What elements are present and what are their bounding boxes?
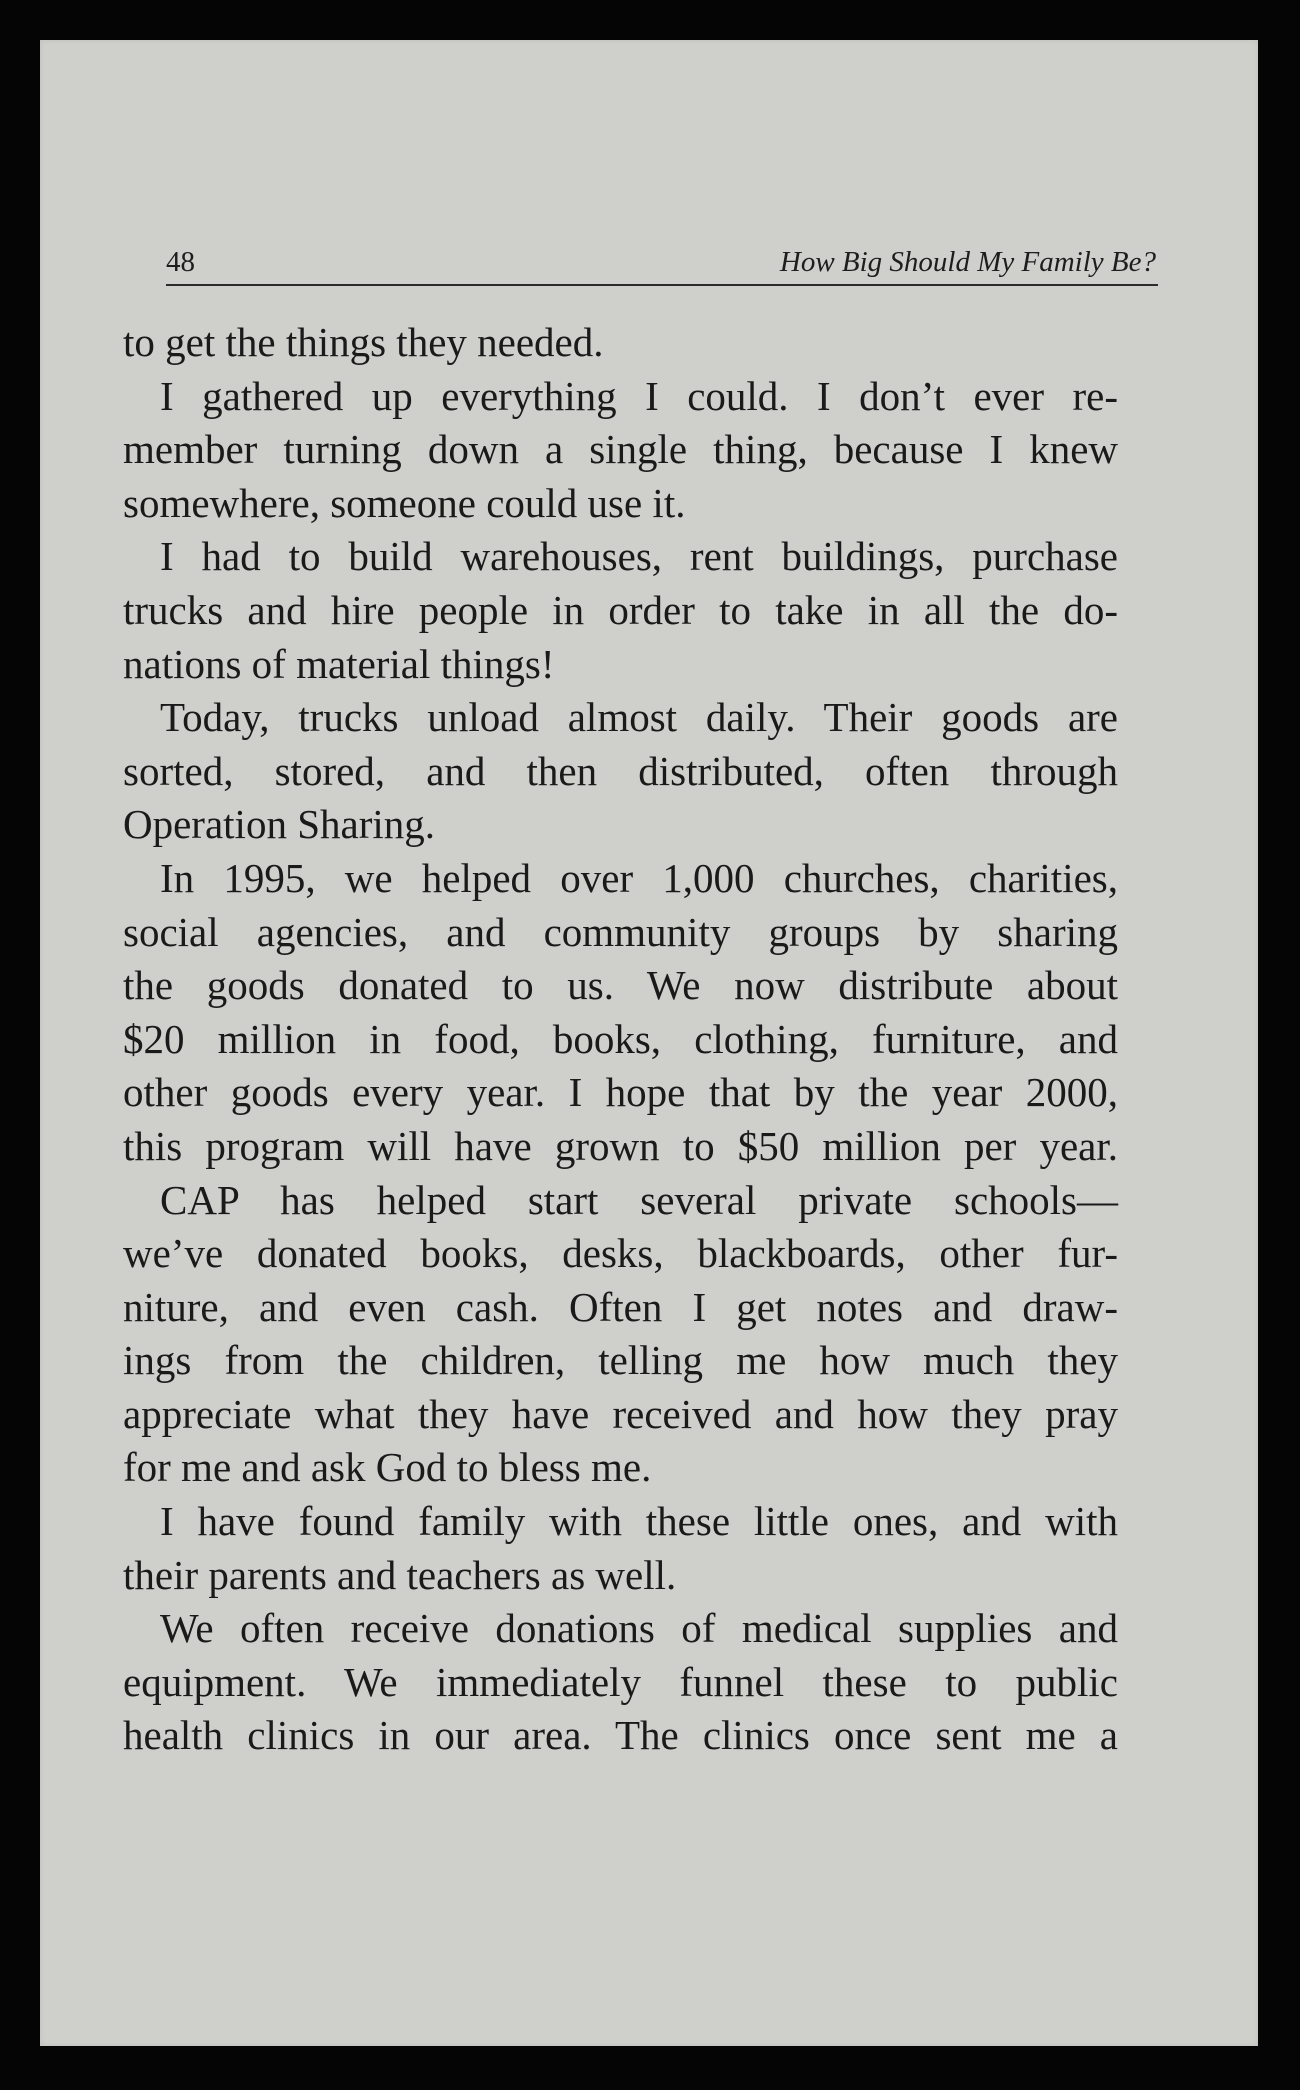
text-line: In 1995, we helped over 1,000 churches, charities,: [160, 854, 1118, 901]
text-line: trucks and hire people in order to take in all the do-: [123, 586, 1118, 633]
text-line: equipment. We immediately funnel these to public: [123, 1658, 1118, 1705]
text-line: the goods donated to us. We now distribute about: [123, 962, 1118, 1009]
text-line: Operation Sharing.: [123, 801, 435, 848]
text-line: We often receive donations of medical supplies and: [160, 1605, 1118, 1652]
text-line: this program will have grown to $50 million per year.: [123, 1122, 1118, 1169]
text-line: sorted, stored, and then distributed, often through: [123, 747, 1118, 794]
text-line: to get the things they needed.: [123, 319, 604, 365]
text-line: ings from the children, telling me how much they: [123, 1337, 1118, 1384]
text-line: Today, trucks unload almost daily. Their goods are: [160, 694, 1118, 741]
text-line: I gathered up everything I could. I don’t ever re-: [160, 372, 1118, 419]
text-line: I had to build warehouses, rent buildings, purchase: [160, 533, 1118, 580]
text-line: somewhere, someone could use it.: [123, 479, 686, 526]
text-line: member turning down a single thing, because I knew: [123, 426, 1118, 473]
text-line: their parents and teachers as well.: [123, 1551, 677, 1598]
text-line: CAP has helped start several private schools—: [160, 1176, 1118, 1223]
text-line: niture, and even cash. Often I get notes and draw-: [123, 1283, 1118, 1330]
text-line: other goods every year. I hope that by the year 2000,: [123, 1069, 1118, 1116]
text-line: social agencies, and community groups by sharing: [123, 908, 1118, 955]
text-line: health clinics in our area. The clinics once sent me a: [123, 1712, 1118, 1759]
text-line: I have found family with these little ones, and with: [160, 1498, 1118, 1545]
running-head: [166, 244, 1158, 286]
body-text: [123, 316, 1118, 1763]
text-line: $20 million in food, books, clothing, furniture, and: [123, 1015, 1118, 1062]
text-line: we’ve donated books, desks, blackboards, other fur-: [123, 1230, 1118, 1277]
page-number: 48: [166, 246, 195, 278]
running-title: How Big Should My Family Be?: [779, 246, 1156, 278]
text-line: for me and ask God to bless me.: [123, 1444, 652, 1491]
text-line: appreciate what they have received and how they pray: [123, 1390, 1118, 1437]
text-line: nations of material things!: [123, 640, 555, 687]
